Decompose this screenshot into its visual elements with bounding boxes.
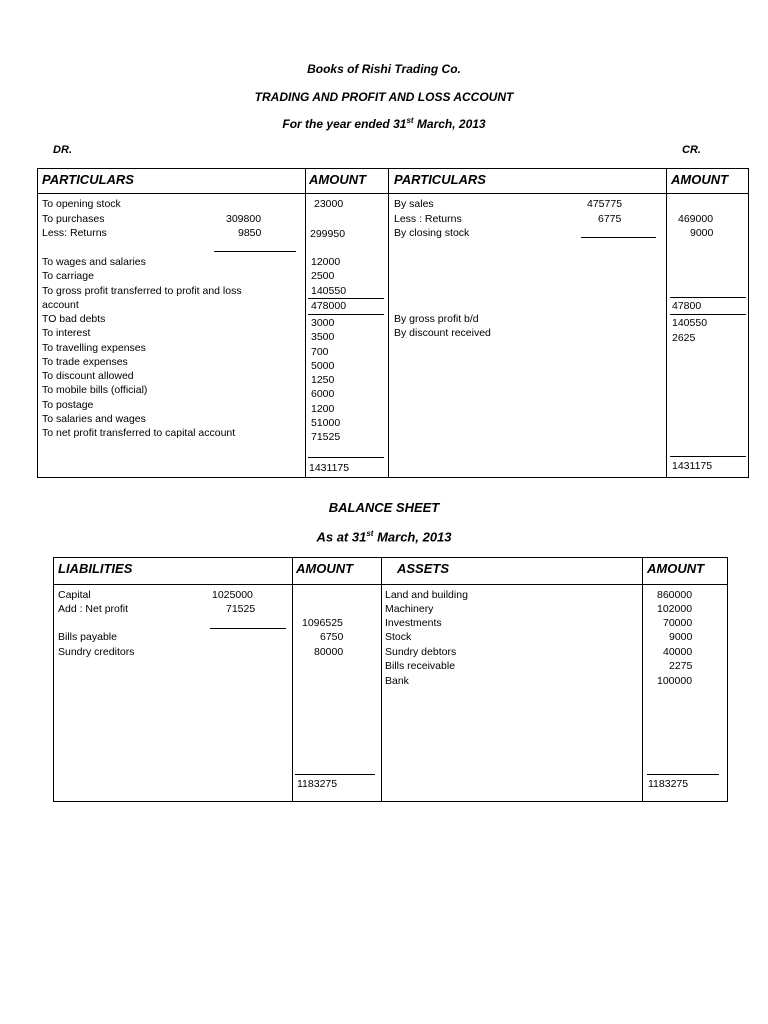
debit-line: To wages and salaries bbox=[42, 256, 146, 268]
debit-line: To postage bbox=[42, 399, 94, 411]
asset-total: 1183275 bbox=[648, 778, 689, 790]
asset-line: Stock bbox=[385, 631, 412, 643]
asset-amount: 860000 bbox=[657, 589, 693, 601]
asat-line bbox=[0, 529, 768, 544]
debit-amount: 51000 bbox=[311, 417, 341, 429]
asset-amount: 70000 bbox=[663, 617, 693, 629]
debit-amount: 71525 bbox=[311, 431, 341, 443]
credit-amount: 2625 bbox=[672, 332, 696, 344]
debit-line: To purchases bbox=[42, 213, 105, 225]
balance-sheet-table bbox=[53, 557, 728, 802]
credit-inner-sales: 475775 bbox=[587, 198, 623, 210]
debit-line: To carriage bbox=[42, 270, 94, 282]
liability-line: Bills payable bbox=[58, 631, 117, 643]
debit-line: TO bad debts bbox=[42, 313, 106, 325]
asset-line: Bank bbox=[385, 675, 409, 687]
bs-header-amount-liabilities: AMOUNT bbox=[296, 561, 354, 576]
debit-amount: 2500 bbox=[311, 270, 335, 282]
asset-amount: 102000 bbox=[657, 603, 693, 615]
asset-total-rule bbox=[647, 774, 719, 775]
asset-line: Machinery bbox=[385, 603, 434, 615]
asset-amount: 40000 bbox=[663, 646, 693, 658]
liability-amount: 1096525 bbox=[302, 617, 343, 629]
bs-divider-1 bbox=[292, 558, 293, 801]
books-title: Books of Rishi Trading Co. bbox=[307, 62, 461, 76]
debit-total-rule bbox=[308, 457, 384, 458]
asat-post: March, 2013 bbox=[373, 529, 452, 545]
tpl-header-amount-dr: AMOUNT bbox=[309, 172, 367, 187]
liability-total-rule bbox=[295, 774, 375, 775]
debit-amount: 12000 bbox=[311, 256, 341, 268]
debit-amount: 6000 bbox=[311, 388, 335, 400]
debit-line: Less: Returns bbox=[42, 227, 107, 239]
liability-total: 1183275 bbox=[297, 778, 338, 790]
credit-line: By discount received bbox=[394, 327, 491, 339]
debit-amount: 299950 bbox=[310, 228, 346, 240]
credit-rule-2 bbox=[670, 314, 746, 315]
debit-line: To mobile bills (official) bbox=[42, 384, 148, 396]
bs-header-rule bbox=[54, 584, 727, 585]
debit-amount: 3500 bbox=[311, 331, 335, 343]
year-sup: st bbox=[406, 116, 414, 125]
bs-divider-2 bbox=[381, 558, 382, 801]
liability-line: Sundry creditors bbox=[58, 646, 135, 658]
debit-total: 1431175 bbox=[309, 462, 350, 474]
debit-line: To interest bbox=[42, 327, 91, 339]
debit-line: To travelling expenses bbox=[42, 342, 146, 354]
tpl-header-amount-cr: AMOUNT bbox=[671, 172, 729, 187]
asat-sup: st bbox=[366, 529, 374, 538]
debit-line: To gross profit transferred to profit and loss bbox=[42, 285, 242, 297]
debit-amount: 1250 bbox=[311, 374, 335, 386]
credit-line: Less : Returns bbox=[394, 213, 462, 225]
debit-inner-returns: 9850 bbox=[238, 227, 262, 239]
liability-line: Add : Net profit bbox=[58, 603, 129, 615]
credit-amount: 9000 bbox=[690, 227, 714, 239]
credit-amount: 469000 bbox=[678, 213, 714, 225]
tpl-divider-1 bbox=[305, 169, 306, 477]
debit-line: account bbox=[42, 299, 79, 311]
asset-line: Land and building bbox=[385, 589, 468, 601]
credit-line: By closing stock bbox=[394, 227, 470, 239]
debit-amount: 700 bbox=[311, 346, 329, 358]
liability-amount: 6750 bbox=[320, 631, 344, 643]
credit-total: 1431175 bbox=[672, 460, 713, 472]
debit-line: To discount allowed bbox=[42, 370, 134, 382]
debit-amount: 140550 bbox=[311, 285, 347, 297]
liability-line: Capital bbox=[58, 589, 91, 601]
debit-amount: 5000 bbox=[311, 360, 335, 372]
credit-inner-returns: 6775 bbox=[598, 213, 622, 225]
debit-rule-1 bbox=[308, 298, 384, 299]
bs-header-amount-assets: AMOUNT bbox=[647, 561, 705, 576]
debit-rule-2 bbox=[308, 314, 384, 315]
liability-inner-rule bbox=[210, 628, 286, 629]
liability-amount: 80000 bbox=[314, 646, 344, 658]
debit-line: To salaries and wages bbox=[42, 413, 146, 425]
debit-amount: 23000 bbox=[314, 198, 344, 210]
bs-divider-3 bbox=[642, 558, 643, 801]
tpl-header-rule bbox=[38, 193, 748, 194]
asset-amount: 2275 bbox=[669, 660, 693, 672]
debit-line: To net profit transferred to capital account bbox=[42, 427, 236, 439]
cr-label: CR. bbox=[682, 144, 701, 156]
asat-pre: As at 31 bbox=[316, 529, 367, 545]
debit-amount: 1200 bbox=[311, 403, 335, 415]
year-line bbox=[0, 116, 768, 131]
bs-header-assets: ASSETS bbox=[397, 561, 450, 576]
credit-amount: 47800 bbox=[672, 300, 702, 312]
debit-amount: 3000 bbox=[311, 317, 335, 329]
account-title: TRADING AND PROFIT AND LOSS ACCOUNT bbox=[254, 90, 514, 104]
asset-line: Bills receivable bbox=[385, 660, 456, 672]
bs-header-liabilities: LIABILITIES bbox=[58, 561, 133, 576]
asset-line: Sundry debtors bbox=[385, 646, 457, 658]
tpl-header-particulars-dr: PARTICULARS bbox=[42, 172, 134, 187]
asset-amount: 100000 bbox=[657, 675, 693, 687]
credit-inner-rule bbox=[581, 237, 656, 238]
balance-sheet-title: BALANCE SHEET bbox=[328, 500, 440, 515]
trading-pl-table bbox=[37, 168, 749, 478]
credit-amount: 140550 bbox=[672, 317, 708, 329]
tpl-header-particulars-cr: PARTICULARS bbox=[394, 172, 486, 187]
liability-inner-net-profit: 71525 bbox=[226, 603, 256, 615]
asset-line: Investments bbox=[385, 617, 442, 629]
debit-line: To trade expenses bbox=[42, 356, 128, 368]
liability-inner-capital: 1025000 bbox=[212, 589, 253, 601]
year-post: March, 2013 bbox=[413, 117, 486, 131]
debit-inner-purchases: 309800 bbox=[226, 213, 262, 225]
debit-amount: 478000 bbox=[311, 300, 347, 312]
debit-inner-rule bbox=[214, 251, 296, 252]
debit-line: To opening stock bbox=[42, 198, 121, 210]
credit-line: By gross profit b/d bbox=[394, 313, 479, 325]
credit-rule-1 bbox=[670, 297, 746, 298]
tpl-divider-3 bbox=[666, 169, 667, 477]
dr-label: DR. bbox=[53, 144, 72, 156]
asset-amount: 9000 bbox=[669, 631, 693, 643]
credit-total-rule bbox=[670, 456, 746, 457]
tpl-divider-2 bbox=[388, 169, 389, 477]
year-pre: For the year ended 31 bbox=[282, 117, 407, 131]
credit-line: By sales bbox=[394, 198, 434, 210]
